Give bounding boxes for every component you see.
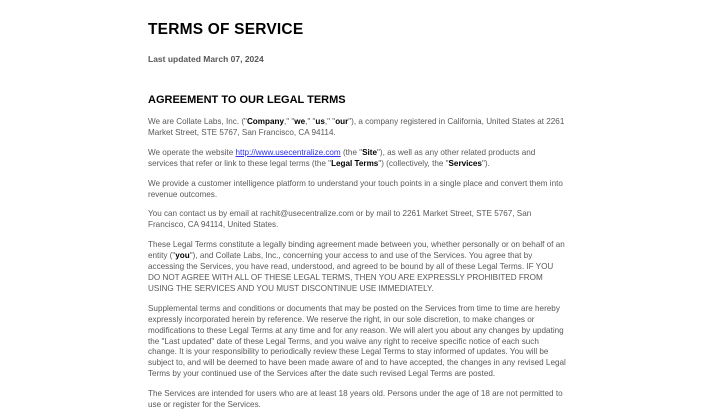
bold-term-we: we — [294, 117, 306, 126]
text-run: We are Collate Labs, Inc. (" — [148, 117, 247, 126]
paragraph-website — [148, 148, 566, 170]
page-title: TERMS OF SERVICE — [148, 21, 304, 38]
paragraph-age-requirement: The Services are intended for users who are at least 18 years old. Persons under the age of 18 are not permitted to use or register for the Services. — [148, 389, 563, 410]
bold-term-our: our — [335, 117, 349, 126]
text-run: ") (collectively, the " — [378, 158, 449, 168]
bold-term-services: Services — [448, 158, 482, 168]
paragraph-services-description: We provide a customer intelligence platform to understand your touch points in a single place and convert them into revenue outcomes. — [148, 178, 563, 199]
text-run: ," " — [305, 117, 316, 126]
bold-term-you: you — [175, 251, 190, 261]
text-run: "), and Collate Labs, Inc., concerning your access to and use of the Services. You agree that by accessing the Services, you have read, understood, and agreed to be bound by all of these Legal Terms. IF YOU DO NOT AGREE WITH ALL OF THESE LEGAL TERMS, THEN YOU ARE EXPRESSLY PROHIBITED FROM USING THE SERVICES AND YOU MUST DISCONTINUE USE IMMEDIATELY. — [148, 251, 554, 293]
text-run: ," " — [324, 117, 336, 126]
website-link[interactable]: http://www.usecentralize.com — [235, 147, 341, 157]
text-run: "), a company registered in California, United States at 2261 Market Street, STE 5767, San Francisco, CA 94114. — [148, 117, 565, 137]
paragraph-company — [148, 117, 566, 139]
text-run: "). — [481, 158, 490, 168]
bold-term-us: us — [315, 117, 325, 126]
paragraph-binding-agreement — [148, 240, 566, 295]
last-updated-date: Last updated March 07, 2024 — [148, 54, 264, 64]
text-run: We operate the website — [148, 147, 236, 157]
paragraph-list — [148, 117, 566, 420]
text-run: ," " — [283, 117, 295, 126]
paragraph-contact: You can contact us by email at rachit@usecentralize.com or by mail to 2261 Market Street, STE 5767, San Francisco, CA 94114, United States. — [148, 209, 532, 230]
bold-term-legal-terms: Legal Terms — [331, 158, 379, 168]
section-heading: AGREEMENT TO OUR LEGAL TERMS — [148, 94, 346, 106]
text-run: "), as well as any other related products and services that refer or link to these legal terms (the " — [148, 147, 536, 168]
bold-term-company: Company — [246, 117, 284, 126]
bold-term-site: Site — [362, 147, 378, 157]
text-run: These Legal Terms constitute a legally binding agreement made between you, whether personally or on behalf of an entity (" — [148, 240, 565, 261]
text-run: (the " — [340, 147, 363, 157]
paragraph-supplemental-terms: Supplemental terms and conditions or documents that may be posted on the Services from time to time are hereby expressly incorporated herein by reference. We reserve the right, in our sole discretion, to make changes or modifications to these Legal Terms at any time and for any reason. We will alert you about any changes by updating the "Last updated" date of these Legal Terms, and you waive any right to receive specific notice of each such change. It is your responsibility to periodically review these Legal Terms to stay informed of updates. You will be subject to, and will be deemed to have been made aware of and to have accepted, the changes in any revised Legal Terms by your continued use of the Services after the date such revised Legal Terms are posted. — [148, 303, 566, 379]
